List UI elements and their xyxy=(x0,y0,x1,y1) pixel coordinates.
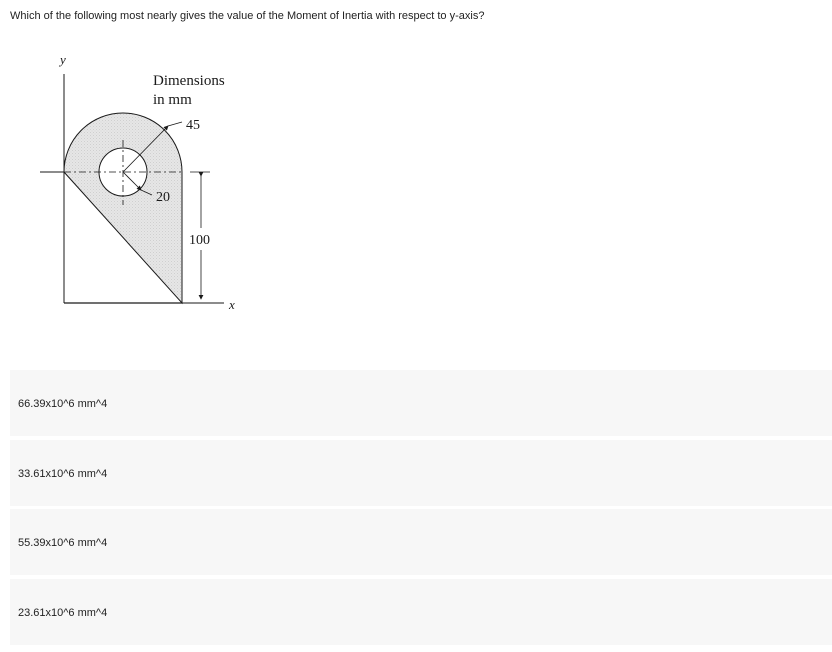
answer-option-label: 55.39x10^6 mm^4 xyxy=(18,537,108,549)
x-axis-label: x xyxy=(229,297,235,312)
height-100-label: 100 xyxy=(189,233,210,248)
dimensions-label-line1: Dimensions xyxy=(153,73,225,89)
answer-option-4[interactable] xyxy=(10,579,832,645)
radius-45-label: 45 xyxy=(186,118,200,133)
radius-45-tail xyxy=(168,122,182,126)
dimensions-label-line2: in mm xyxy=(153,92,192,108)
answer-option-label: 66.39x10^6 mm^4 xyxy=(18,398,108,410)
answer-option-2[interactable] xyxy=(10,440,832,506)
radius-20-label: 20 xyxy=(156,190,170,205)
y-axis-label: y xyxy=(60,52,66,67)
answer-option-1[interactable] xyxy=(10,370,832,436)
question-text: Which of the following most nearly gives the value of the Moment of Inertia with respect to y-axis? xyxy=(10,10,485,22)
answer-option-3[interactable] xyxy=(10,509,832,575)
answer-option-label: 33.61x10^6 mm^4 xyxy=(18,468,108,480)
answer-option-label: 23.61x10^6 mm^4 xyxy=(18,607,108,619)
